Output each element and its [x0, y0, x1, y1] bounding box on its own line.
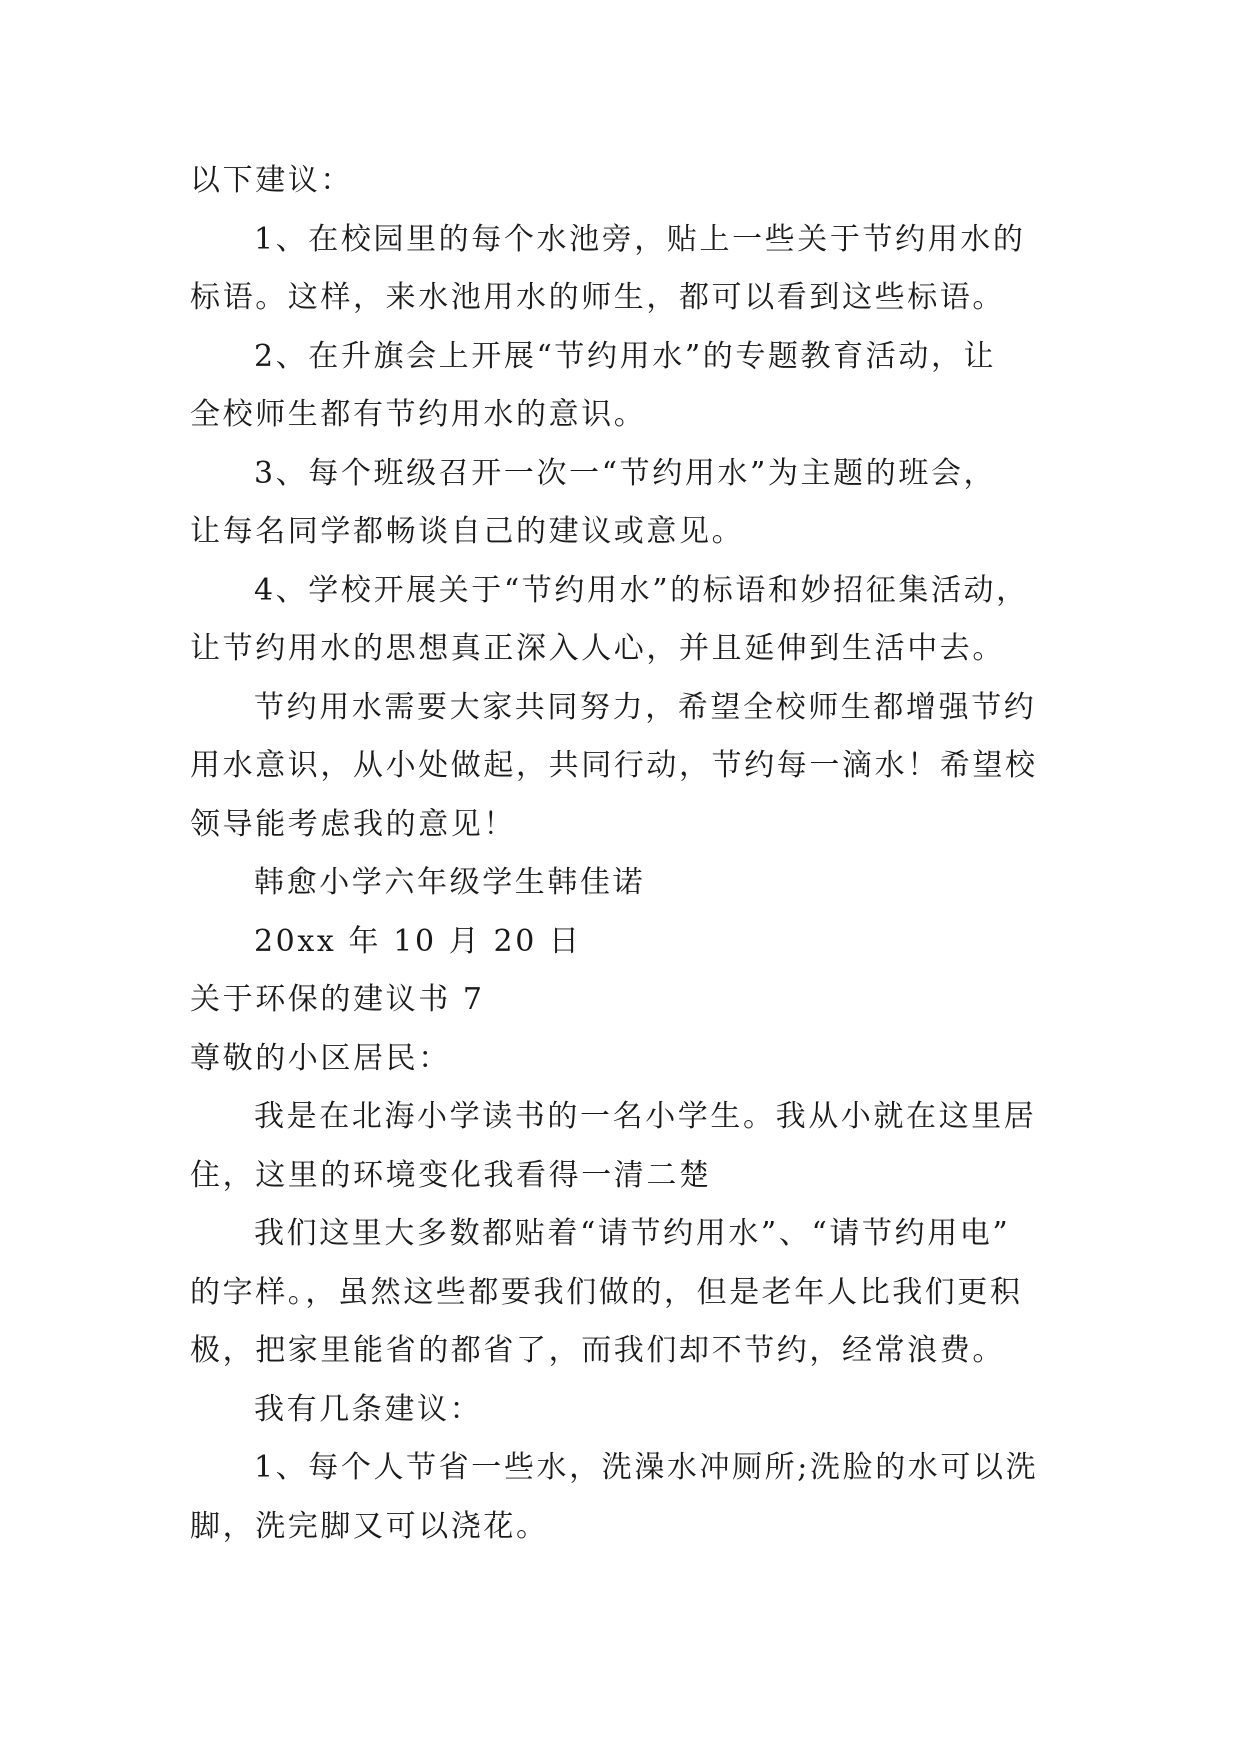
- text-line: 4、学校开展关于“节约用水”的标语和妙招征集活动，: [254, 572, 1029, 608]
- date-line: 20xx 年 10 月 20 日: [254, 923, 582, 959]
- salutation: 尊敬的小区居民：: [190, 1040, 451, 1076]
- text-line: 用水意识，从小处做起，共同行动，节约每一滴水！希望校: [190, 748, 1038, 783]
- text-line: 以下建议：: [190, 163, 353, 198]
- document-page: [190, 152, 1070, 1556]
- signature-line: 韩愈小学六年级学生韩佳诺: [254, 865, 646, 900]
- text-line: 的字样。，虽然这些都要我们做的，但是老年人比我们更积: [190, 1274, 1023, 1310]
- text-line: 1、每个人节省一些水，洗澡水冲厕所;洗脸的水可以洗: [254, 1450, 1039, 1485]
- text-line: 我是在北海小学读书的一名小学生。我从小就在这里居: [254, 1099, 1037, 1134]
- text-line: 领导能考虑我的意见！: [190, 806, 516, 842]
- section-title: 关于环保的建议书 7: [190, 982, 485, 1017]
- text-line: 极，把家里能省的都省了，而我们却不节约，经常浪费。: [190, 1333, 1005, 1368]
- text-line: 3、每个班级召开一次一“节约用水”为主题的班会，: [254, 455, 997, 491]
- text-line: 住，这里的环境变化我看得一清二楚: [190, 1157, 712, 1193]
- text-line: 节约用水需要大家共同努力，希望全校师生都增强节约: [254, 689, 1037, 725]
- text-line: 1、在校园里的每个水池旁，贴上一些关于节约用水的: [254, 221, 1026, 257]
- text-line: 让节约用水的思想真正深入人心，并且延伸到生活中去。: [190, 631, 1005, 666]
- text-line: 我们这里大多数都贴着“请节约用水”、“请节约用电”: [254, 1216, 1011, 1251]
- text-line: 让每名同学都畅谈自己的建议或意见。: [190, 514, 745, 549]
- text-line: 脚，洗完脚又可以浇花。: [190, 1508, 549, 1544]
- text-line: 标语。这样，来水池用水的师生，都可以看到这些标语。: [190, 280, 1005, 315]
- text-line: 2、在升旗会上开展“节约用水”的专题教育活动，让: [254, 338, 997, 374]
- text-line: 我有几条建议：: [254, 1391, 483, 1427]
- text-line: 全校师生都有节约用水的意识。: [190, 397, 647, 432]
